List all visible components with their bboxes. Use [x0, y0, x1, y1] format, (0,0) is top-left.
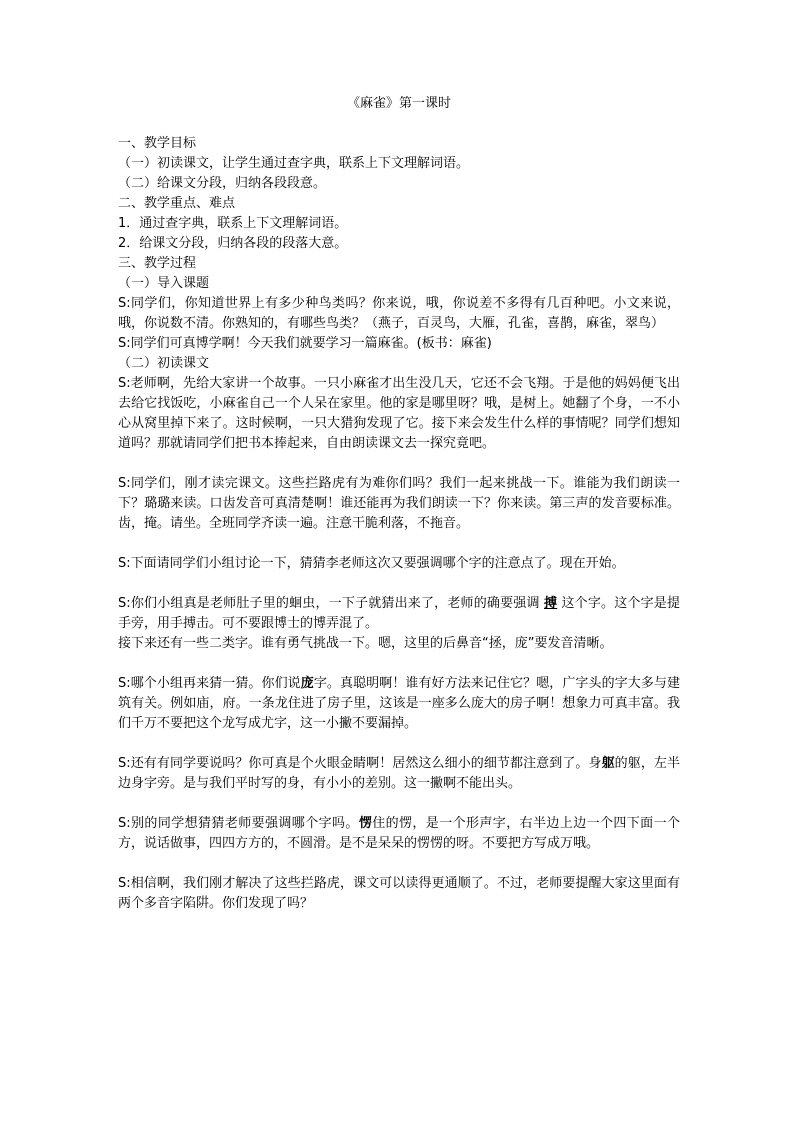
emphasis-char: 搏: [543, 596, 558, 611]
document-title: 《麻雀》第一课时: [346, 96, 451, 111]
paragraph: S:下面请同学们小组讨论一下，猜猜李老师这次又要强调哪个字的注意点了。现在开始。: [118, 556, 625, 571]
paragraph-block: [118, 754, 680, 794]
outline-line: 三、教学过程: [118, 256, 197, 271]
paragraph: [118, 674, 680, 734]
paragraph: [118, 814, 680, 854]
intro-section: [118, 294, 680, 454]
outline-line: 2．给课文分段，归纳各段的段落大意。: [118, 236, 348, 251]
paragraph: S:同学们，刚才读完课文。这些拦路虎有为难你们吗？我们一起来挑战一下。谁能为我们朗读一下？璐璐来读。口齿发音可真清楚啊！谁还能再为我们朗读一下？你来读。第三声的发音要标准。齿，掩。请坐。全班同学齐读一遍。注意干脆利落，不拖音。: [118, 476, 680, 531]
emphasis-char: 躯: [601, 756, 615, 771]
text-run: S:别的同学想猜猜老师要强调哪个字吗。: [118, 816, 359, 831]
emphasis-char: 愣: [358, 816, 373, 831]
paragraph-block: [118, 554, 680, 574]
text-run: 这个字。这个字是提手旁，用手搏击。可不要跟博士的博弄混了。: [118, 596, 680, 631]
paragraph-block: [118, 594, 680, 654]
outline-line: 二、教学重点、难点: [118, 196, 236, 211]
paragraph: S:老师啊，先给大家讲一个故事。一只小麻雀才出生没几天，它还不会飞翔。于是他的妈妈便飞出去给它找饭吃，小麻雀自己一个人呆在家里。他的家是哪里呀？哦，是树上。她翻了个身，一不小心从窝里掉下来了。这时候啊，一只大猎狗发现了它。接下来会发生什么样的事情呢？同学们想知道吗？那就请同学们把书本捧起来，自由朗读课文去一探究竟吧。: [118, 376, 680, 451]
paragraph-block: [118, 674, 680, 734]
outline-line: 1．通过查字典，联系上下文理解词语。: [118, 216, 348, 231]
paragraph: 接下来还有一些二类字。谁有勇气挑战一下。嗯，这里的后鼻音“拯，庞”要发音清晰。: [118, 636, 613, 651]
emphasis-char: 庞: [300, 676, 314, 691]
section-heading: （二）初读课文: [118, 356, 210, 371]
paragraph: S:同学们，你知道世界上有多少种鸟类吗？你来说，哦，你说差不多得有几百种吧。小文来说，哦，你说数不清。你熟知的，有哪些鸟类？（燕子，百灵鸟，大雁，孔雀，喜鹊，麻雀，翠鸟）: [118, 296, 680, 331]
paragraph-block: [118, 814, 680, 854]
highlighted-character: [544, 596, 557, 611]
outline-line: （二）给课文分段，归纳各段段意。: [118, 176, 327, 191]
document-page: [118, 94, 680, 914]
text-run: 字。真聪明啊！谁有好方法来记住它？嗯，广字头的字大多与建筑有关。例如庙，府。一条龙住进了房子里，这该是一座多么庞大的房子啊！想象力可真丰富。我们千万不要把这个龙写成尤字，这一小撇不要漏掉。: [118, 676, 680, 731]
outline-line: 一、教学目标: [118, 136, 197, 151]
paragraph: S:相信啊，我们刚才解决了这些拦路虎，课文可以读得更通顺了。不过，老师要提醒大家这里面有两个多音字陷阱。你们发现了吗？: [118, 876, 680, 911]
paragraph: S:同学们可真博学啊！今天我们就要学习一篇麻雀。(板书：麻雀): [118, 336, 492, 351]
outline: [118, 134, 680, 294]
paragraph-block: [118, 874, 680, 914]
paragraph-block: [118, 474, 680, 534]
paragraph: [118, 754, 680, 794]
paragraph: [118, 594, 680, 634]
text-run: 的躯，左半边身字旁。是与我们平时写的身，有小小的差别。这一撇啊不能出头。: [118, 756, 680, 791]
outline-line: （一）初读课文，让学生通过查字典，联系上下文理解词语。: [118, 156, 470, 171]
text-run: S:你们小组真是老师肚子里的蛔虫，一下子就猜出来了，老师的确要强调: [118, 596, 544, 611]
text-run: 住的愣，是一个形声字，右半边上边一个四下面一个方，说话做事，四四方方的，不圆滑。是不是呆呆的愣愣的呀。不要把方写成万哦。: [118, 816, 680, 851]
text-run: S:还有有同学要说吗？你可真是个火眼金睛啊！居然这么细小的细节都注意到了。身: [118, 756, 602, 771]
text-run: S:哪个小组再来猜一猜。你们说: [118, 676, 301, 691]
outline-line: （一）导入课题: [118, 276, 210, 291]
